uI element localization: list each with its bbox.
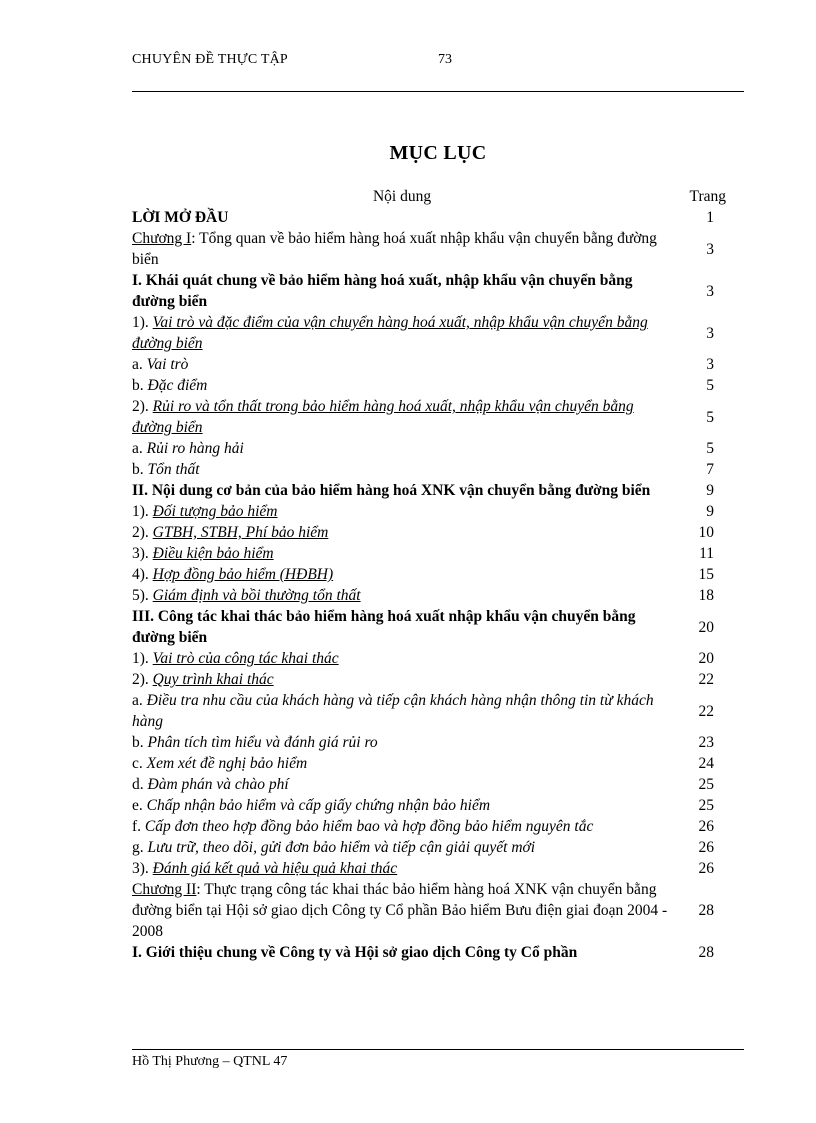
header-page-number: 73 (438, 52, 452, 67)
toc-entry-prefix: a. (132, 692, 147, 709)
toc-entry-title: Cấp đơn theo hợp đồng bảo hiểm bao và hợp đồng bảo hiểm nguyên tắc (144, 818, 594, 835)
toc-entry-text (132, 669, 672, 690)
toc-entry-prefix: f. (132, 818, 145, 835)
toc-row (132, 774, 744, 795)
toc-entry-title: Rủi ro và tổn thất trong bảo hiểm hàng hoá xuất, nhập khẩu vận chuyển bằng đường biển (132, 398, 634, 436)
header-title: CHUYÊN ĐỀ THỰC TẬP (132, 52, 288, 67)
toc-header-content: Nội dung (372, 188, 432, 205)
toc-entry-page: 9 (706, 503, 714, 520)
toc-entry-page: 26 (698, 818, 714, 835)
toc-row (132, 816, 744, 837)
toc-entry-prefix: a. (132, 440, 147, 457)
header-rule (132, 91, 744, 92)
toc-entry-title: GTBH, STBH, Phí bảo hiểm (152, 524, 329, 541)
toc-entry-title: : Tổng quan về bảo hiểm hàng hoá xuất nhập khẩu vận chuyển bằng đường biển (132, 230, 657, 268)
toc-entry-page: 15 (698, 566, 714, 583)
toc-entry-text (132, 480, 672, 501)
toc-entry-page: 25 (698, 776, 714, 793)
toc-entry-title: Điều kiện bảo hiểm (152, 545, 274, 562)
toc-row (132, 732, 744, 753)
toc-entry-page: 1 (706, 209, 714, 226)
toc-entry-text (132, 438, 672, 459)
toc-entry-title: II. Nội dung cơ bản của bảo hiểm hàng hoá XNK vận chuyển bằng đường biển (132, 482, 651, 499)
toc-entry-prefix: g. (132, 839, 148, 856)
toc-entry-prefix: 3). (132, 860, 153, 877)
toc-entry-page: 20 (698, 650, 714, 667)
toc-row (132, 354, 744, 375)
toc-row (132, 669, 744, 690)
toc-entry-text (132, 522, 672, 543)
toc-entry-page: 26 (698, 860, 714, 877)
toc-entry-page: 20 (698, 618, 714, 636)
toc-row (132, 564, 744, 585)
toc-entry-page: 3 (706, 324, 714, 342)
toc-entry-prefix: a. (132, 356, 147, 373)
toc-entry-title: Quy trình khai thác (152, 671, 274, 688)
toc-entry-text (132, 543, 672, 564)
toc-entry-prefix: 2). (132, 671, 153, 688)
toc-entry-prefix: 1). (132, 314, 153, 331)
toc-entry-text (132, 732, 672, 753)
toc-entry-text (132, 501, 672, 522)
toc-row (132, 207, 744, 228)
toc-entry-title: Giám định và bồi thường tổn thất (152, 587, 361, 604)
toc-entry-title: Tổn thất (147, 461, 200, 478)
toc-entry-text (132, 207, 672, 228)
toc-row (132, 312, 744, 354)
toc-entry-text (132, 585, 672, 606)
toc-entry-title: Đánh giá kết quả và hiệu quả khai thác (152, 860, 398, 877)
toc-entry-prefix: 4). (132, 566, 153, 583)
toc-entry-title: I. Khái quát chung về bảo hiểm hàng hoá xuất, nhập khẩu vận chuyển bằng đường biển (132, 272, 633, 310)
toc-entry-title: Phân tích tìm hiểu và đánh giá rủi ro (147, 734, 378, 751)
toc-entry-text (132, 564, 672, 585)
toc-entry-page: 11 (699, 545, 714, 562)
footer-rule (132, 1049, 744, 1050)
toc-entry-title: Lưu trữ, theo dõi, gửi đơn bảo hiểm và tiếp cận giải quyết mới (147, 839, 536, 856)
toc-entry-text (132, 312, 672, 354)
toc-row (132, 228, 744, 270)
toc-header-page: Trang (689, 188, 726, 205)
toc-row (132, 396, 744, 438)
toc-entry-page: 28 (698, 944, 714, 961)
toc-entry-page: 3 (706, 282, 714, 300)
toc-entry-page: 5 (706, 377, 714, 394)
toc-entry-text (132, 459, 672, 480)
toc-entry-title: Rủi ro hàng hải (146, 440, 244, 457)
toc-entry-title: Điều tra nhu cầu của khách hàng và tiếp cận khách hàng nhận thông tin từ khách hàng (132, 692, 654, 730)
toc-row (132, 858, 744, 879)
toc-entry-title: Đàm phán và chào phí (147, 776, 289, 793)
toc-entry-text (132, 396, 672, 438)
toc-entry-page: 24 (698, 755, 714, 772)
toc-entry-title: III. Công tác khai thác bảo hiểm hàng hoá xuất nhập khẩu vận chuyển bằng đường biển (132, 608, 636, 646)
toc-entry-prefix: 2). (132, 524, 153, 541)
toc-entry-title: LỜI MỞ ĐẦU (132, 209, 229, 226)
toc-entry-prefix: Chương I (132, 230, 192, 247)
toc-entry-text (132, 753, 672, 774)
toc-row (132, 753, 744, 774)
toc-entry-page: 23 (698, 734, 714, 751)
toc-row (132, 438, 744, 459)
toc-entry-prefix: 2). (132, 398, 153, 415)
toc-entry-page: 3 (706, 240, 714, 258)
toc-entry-text (132, 270, 672, 312)
toc-entry-page: 5 (706, 440, 714, 457)
toc-entry-text (132, 606, 672, 648)
toc-entry-title: Vai trò (146, 356, 189, 373)
toc-entry-title: Đặc điểm (147, 377, 208, 394)
toc-entry-text (132, 858, 672, 879)
page-header (132, 52, 744, 76)
toc-entry-page: 9 (706, 482, 714, 499)
toc-row (132, 543, 744, 564)
toc-entry-page: 26 (698, 839, 714, 856)
toc-entry-title: Hợp đồng bảo hiểm (HĐBH) (152, 566, 334, 583)
toc-row (132, 522, 744, 543)
toc-entry-page: 7 (706, 461, 714, 478)
toc-entry-title: Vai trò và đặc điểm của vận chuyển hàng hoá xuất, nhập khẩu vận chuyển bằng đường biển (132, 314, 648, 352)
toc-row (132, 879, 744, 942)
toc-entry-prefix: Chương II (132, 881, 197, 898)
toc-entry-prefix: b. (132, 734, 148, 751)
toc-row (132, 942, 744, 963)
toc-entry-text (132, 774, 672, 795)
toc-entry-page: 18 (698, 587, 714, 604)
toc-entry-prefix: 1). (132, 650, 153, 667)
toc-entry-prefix: b. (132, 461, 148, 478)
toc-entry-page: 22 (698, 671, 714, 688)
toc-row (132, 459, 744, 480)
toc-entry-page: 5 (706, 408, 714, 426)
toc-entry-title: Chấp nhận bảo hiểm và cấp giấy chứng nhận bảo hiểm (146, 797, 491, 814)
toc-entry-text (132, 648, 672, 669)
toc-entry-page: 3 (706, 356, 714, 373)
toc-row (132, 375, 744, 396)
toc-row (132, 837, 744, 858)
toc-entry-text (132, 879, 672, 942)
toc-entry-prefix: 3). (132, 545, 153, 562)
toc-entry-text (132, 690, 672, 732)
toc-header-row (132, 186, 744, 207)
toc-row (132, 501, 744, 522)
toc-entry-title: : Thực trạng công tác khai thác bảo hiểm hàng hoá XNK vận chuyển bằng đường biển tại Hội sở giao dịch Công ty Cổ phần Bảo hiểm Bưu điện giai đoạn 2004 - 2008 (132, 881, 668, 940)
toc-entry-text (132, 795, 672, 816)
toc-entry-text (132, 837, 672, 858)
toc-entry-text (132, 816, 672, 837)
table-of-contents (132, 186, 744, 963)
toc-entry-prefix: 1). (132, 503, 153, 520)
toc-row (132, 480, 744, 501)
toc-entry-prefix: d. (132, 776, 148, 793)
toc-entry-text (132, 375, 672, 396)
toc-entry-prefix: e. (132, 797, 147, 814)
toc-entry-prefix: 5). (132, 587, 153, 604)
toc-entry-prefix: c. (132, 755, 147, 772)
toc-row (132, 690, 744, 732)
toc-entry-text (132, 942, 672, 963)
toc-entry-prefix: b. (132, 377, 148, 394)
toc-row (132, 585, 744, 606)
toc-entry-page: 25 (698, 797, 714, 814)
toc-row (132, 606, 744, 648)
page-footer: Hồ Thị Phương – QTNL 47 (132, 1054, 288, 1069)
toc-entry-page: 28 (698, 902, 714, 919)
toc-entry-text (132, 228, 672, 270)
toc-row (132, 795, 744, 816)
toc-entry-text (132, 354, 672, 375)
toc-entry-title: I. Giới thiệu chung về Công ty và Hội sở giao dịch Công ty Cổ phần (132, 944, 578, 961)
toc-entry-title: Vai trò của công tác khai thác (152, 650, 339, 667)
toc-row (132, 270, 744, 312)
toc-row (132, 648, 744, 669)
toc-entry-page: 22 (698, 702, 714, 720)
toc-entry-title: Đối tượng bảo hiểm (152, 503, 278, 520)
toc-entry-title: Xem xét đề nghị bảo hiểm (146, 755, 308, 772)
toc-entry-page: 10 (698, 524, 714, 541)
document-title: MỤC LỤC (389, 142, 487, 164)
